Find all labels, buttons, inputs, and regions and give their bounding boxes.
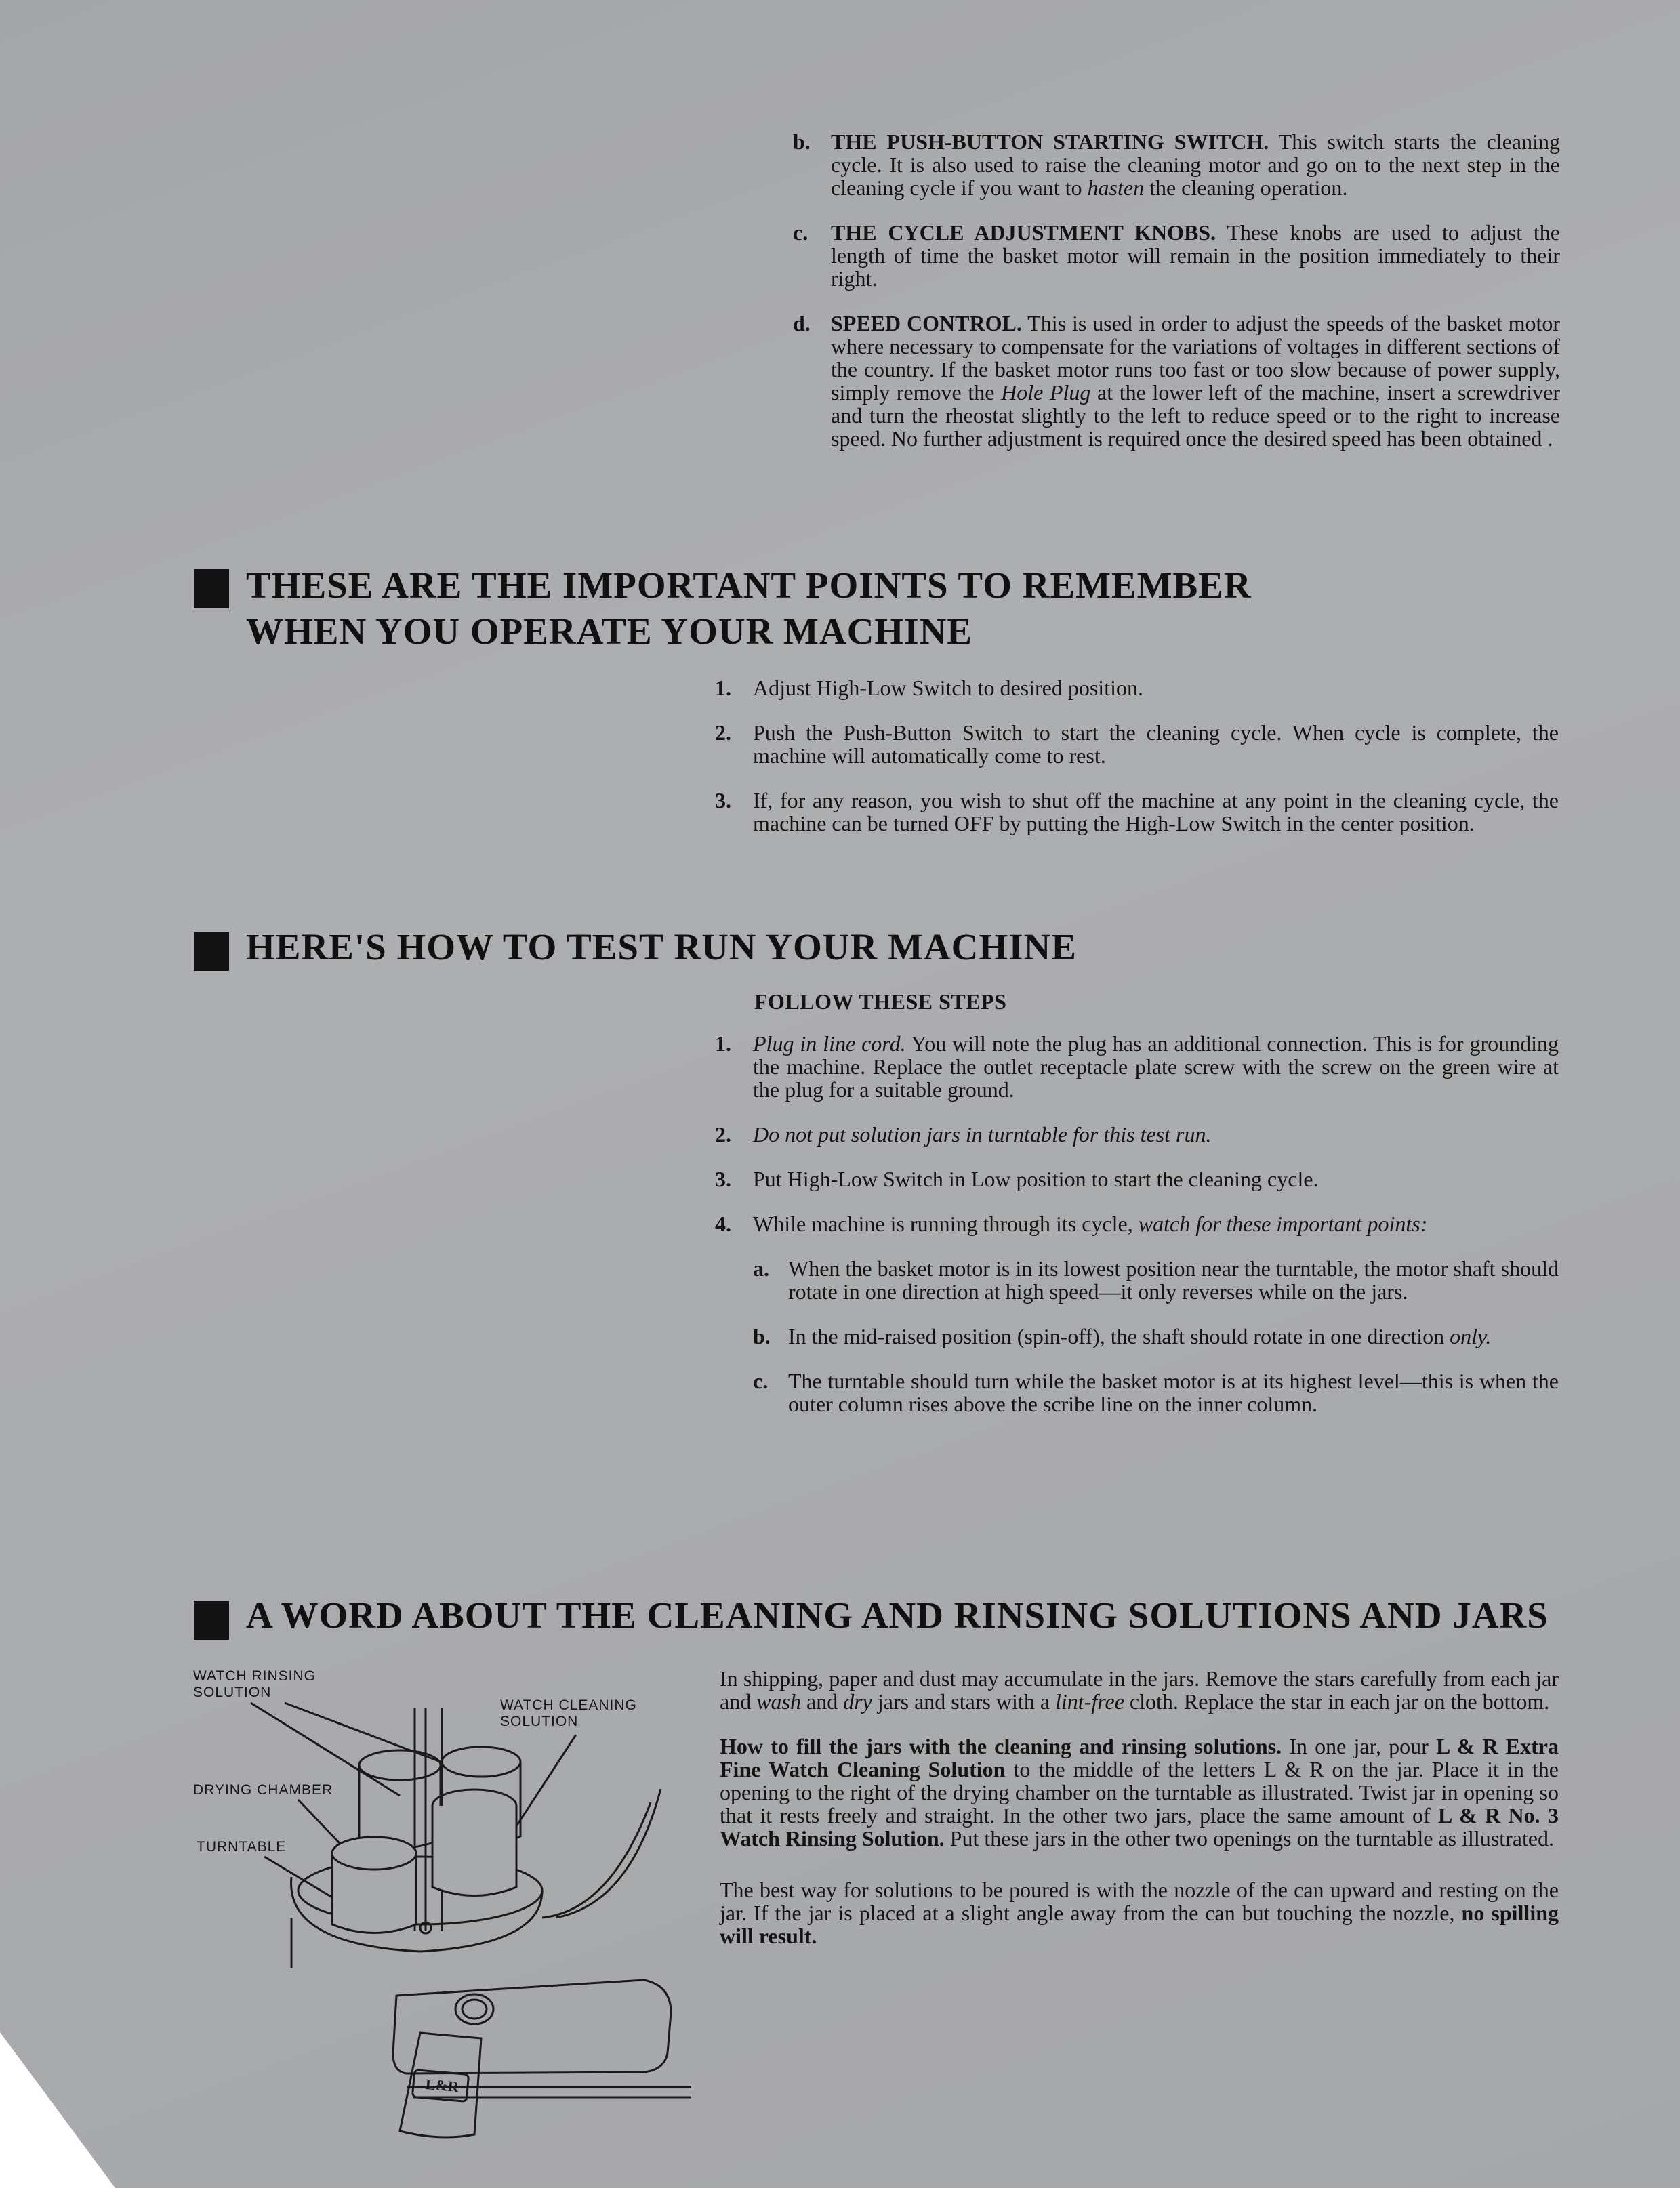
para-text: Put these jars in the other two openings on the turntable as illustrated. xyxy=(944,1826,1555,1851)
para-italic: dry xyxy=(843,1689,872,1714)
item-marker: 4. xyxy=(715,1212,731,1236)
step-italic: Plug in line cord. xyxy=(753,1031,906,1056)
jar-cleaning-icon xyxy=(432,1790,516,1896)
sub-text: The turntable should turn while the basket motor is at its highest level—this is when the outer column rises above the scribe line on the inner column. xyxy=(788,1369,1559,1416)
sub-marker: a. xyxy=(753,1256,769,1281)
item-text: If, for any reason, you wish to shut off the machine at any point in the cleaning cycle, the machine can be turned OFF by putting the High-Low Switch in the center position. xyxy=(753,788,1559,835)
step-italic: watch for these important points: xyxy=(1138,1212,1428,1236)
label-line: WATCH CLEANING xyxy=(500,1697,637,1713)
label-line: SOLUTION xyxy=(500,1714,579,1729)
item-text: Push the Push-Button Switch to start the cleaning cycle. When cycle is complete, the machine will automatically come to rest. xyxy=(753,720,1559,768)
para-bold: no spilling will result. xyxy=(720,1901,1559,1948)
item-text: the cleaning operation. xyxy=(1144,176,1348,200)
sub-marker: c. xyxy=(753,1369,769,1393)
para-text: cloth. Replace the star in each jar on the bottom. xyxy=(1124,1689,1550,1714)
item-italic: Hole Plug xyxy=(1001,380,1091,405)
para-text: In one jar, pour xyxy=(1282,1734,1436,1758)
heading-line: THESE ARE THE IMPORTANT POINTS TO REMEMBER xyxy=(246,564,1252,606)
item-marker: 1. xyxy=(715,676,731,700)
sub-text: When the basket motor is in its lowest position near the turntable, the motor shaft should rotate in one direction at high speed—it only reverses while on the jars. xyxy=(788,1256,1559,1304)
para-italic: wash xyxy=(756,1689,801,1714)
item-italic: hasten xyxy=(1087,176,1145,200)
sub-marker: b. xyxy=(753,1324,771,1348)
item-marker: 1. xyxy=(715,1031,731,1056)
item-text: This switch starts the cleaning cycle. It is also used to raise the cleaning motor and go on to the next step in the cleaning cycle if you want to xyxy=(831,129,1561,200)
para-text: The best way for solutions to be poured is with the nozzle of the can upward and resting on the jar. If the jar is placed at a slight angle away from the can but touching the nozzle, xyxy=(720,1878,1559,1925)
follow-steps-subheading: FOLLOW THESE STEPS xyxy=(754,989,1007,1014)
para-bold: How to fill the jars with the cleaning and rinsing solutions. xyxy=(720,1734,1282,1758)
item-marker: 3. xyxy=(715,1167,731,1191)
step-text: You will note the plug has an additional connection. This is for grounding the machine. Replace the outlet receptacle plate screw with the screw on the green wire at the plug for a suitable ground. xyxy=(753,1031,1559,1102)
sub-italic: only. xyxy=(1450,1324,1492,1348)
step-italic: Do not put solution jars in turntable for this test run. xyxy=(753,1122,1212,1147)
section-heading-solutions-jars: A WORD ABOUT THE CLEANING AND RINSING SOLUTIONS AND JARS xyxy=(246,1594,1549,1636)
leader-line xyxy=(251,1703,400,1796)
item-title: SPEED CONTROL. xyxy=(831,311,1022,335)
sub-text: In the mid-raised position (spin-off), the shaft should rotate in one direction xyxy=(788,1324,1450,1348)
can-label-text: L&R xyxy=(424,2075,459,2096)
item-marker: 2. xyxy=(715,720,731,745)
item-marker: 3. xyxy=(715,788,731,812)
item-text: This is used in order to adjust the speeds of the basket motor where necessary to compensate for the variations of voltages in different sections of the country. If the basket motor runs too fast or too slow because of power supply, simply remove the xyxy=(831,311,1561,405)
item-marker: d. xyxy=(793,311,811,335)
para-text: jars and stars with a xyxy=(872,1689,1056,1714)
item-marker: c. xyxy=(793,220,808,245)
leader-line xyxy=(285,1703,441,1762)
step-text: Put High-Low Switch in Low position to start the cleaning cycle. xyxy=(753,1167,1319,1191)
label-line: WATCH RINSING xyxy=(193,1668,316,1684)
para-bold: L & R Extra Fine Watch Cleaning Solution xyxy=(720,1734,1559,1781)
item-text: at the lower left of the machine, insert a screwdriver and turn the rheostat slightly to the left to reduce speed or to the right to increase speed. No further adjustment is required once the desired speed has been obtained . xyxy=(831,380,1561,451)
jar-turntable-icon xyxy=(332,1837,416,1933)
label-drying-chamber: DRYING CHAMBER xyxy=(193,1782,333,1798)
item-text: Adjust High-Low Switch to desired position. xyxy=(753,676,1143,700)
para-text: to the middle of the letters L & R on the jar. Place it in the opening to the right of the drying chamber on the turntable as illustrated. Twist jar in opening so that it rests freely and straight. In the other two jars, place the same amount of xyxy=(720,1757,1559,1828)
heading-line: WHEN YOU OPERATE YOUR MACHINE xyxy=(246,611,972,652)
item-marker: 2. xyxy=(715,1122,731,1147)
section-heading-test-run: HERE'S HOW TO TEST RUN YOUR MACHINE xyxy=(246,926,1077,968)
para-text: and xyxy=(801,1689,844,1714)
para-italic: lint-free xyxy=(1055,1689,1124,1714)
step-text: While machine is running through its cycle, xyxy=(753,1212,1139,1236)
machine-outline-curve xyxy=(556,1789,661,1918)
label-line: SOLUTION xyxy=(193,1685,272,1700)
item-marker: b. xyxy=(793,129,811,154)
item-title: THE CYCLE ADJUSTMENT KNOBS. xyxy=(831,220,1216,245)
item-text: These knobs are used to adjust the length of time the basket motor will remain in the position immediately to their right. xyxy=(831,220,1561,291)
item-title: THE PUSH-BUTTON STARTING SWITCH. xyxy=(831,129,1269,154)
para-text: In shipping, paper and dust may accumulate in the jars. Remove the stars carefully from each jar and xyxy=(720,1666,1559,1714)
para-bold: L & R No. 3 Watch Rinsing Solution. xyxy=(720,1803,1559,1851)
label-turntable: TURNTABLE xyxy=(197,1839,287,1855)
jar-drying-chamber-icon xyxy=(359,1750,441,1849)
